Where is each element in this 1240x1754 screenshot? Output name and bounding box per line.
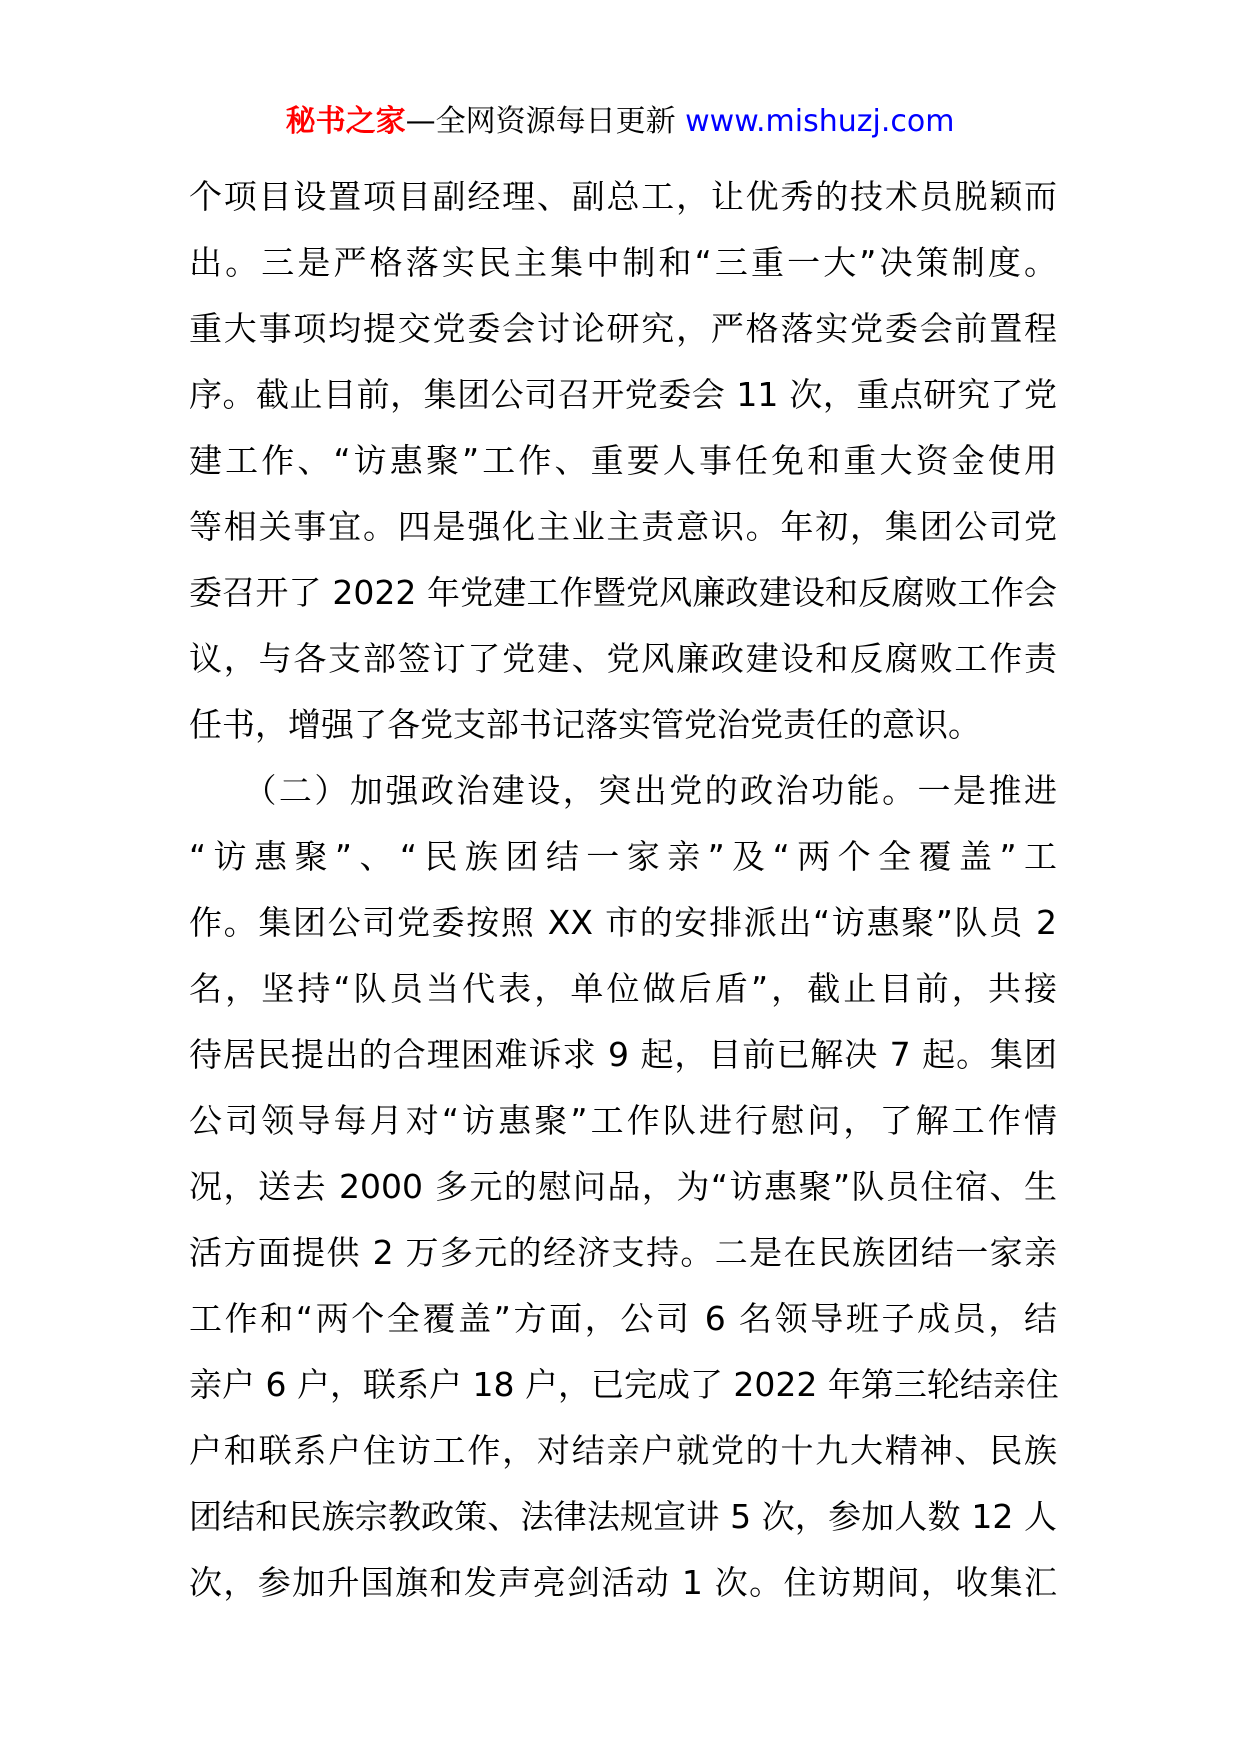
document-body	[189, 164, 1057, 1616]
paragraph-end-line: 任书，增强了各党支部书记落实管党治党责任的意识。	[189, 705, 981, 744]
text-line: 议，与各支部签订了党建、党风廉政建设和反腐败工作责	[189, 639, 1057, 678]
text-line: 工作和“两个全覆盖”方面，公司 6 名领导班子成员，结	[189, 1299, 1057, 1338]
text-line: 重大事项均提交党委会讨论研究，严格落实党委会前置程	[189, 309, 1057, 348]
text-line: 出。三是严格落实民主集中制和“三重一大”决策制度。	[189, 243, 1057, 282]
paragraph-start-line: （二）加强政治建设，突出党的政治功能。一是推进	[189, 771, 1057, 810]
text-line: 建工作、“访惠聚”工作、重要人事任免和重大资金使用	[189, 441, 1057, 480]
text-line: 亲户 6 户，联系户 18 户，已完成了 2022 年第三轮结亲住	[189, 1365, 1059, 1404]
text-line: 次，参加升国旗和发声亮剑活动 1 次。住访期间，收集汇	[189, 1563, 1057, 1602]
text-line: 委召开了 2022 年党建工作暨党风廉政建设和反腐败工作会	[189, 573, 1057, 612]
text-line: 团结和民族宗教政策、法律法规宣讲 5 次，参加人数 12 人	[189, 1497, 1057, 1536]
text-line: 序。截止目前，集团公司召开党委会 11 次，重点研究了党	[189, 375, 1057, 414]
text-line: 户和联系户住访工作，对结亲户就党的十九大精神、民族	[189, 1431, 1057, 1470]
site-url-link[interactable]: www.mishuzj.com	[685, 104, 955, 139]
text-line: “访惠聚”、“民族团结一家亲”及“两个全覆盖”工	[189, 837, 1057, 876]
text-line: 公司领导每月对“访惠聚”工作队进行慰问，了解工作情	[189, 1101, 1057, 1140]
brand-name: 秘书之家	[285, 104, 406, 139]
text-line: 待居民提出的合理困难诉求 9 起，目前已解决 7 起。集团	[189, 1035, 1057, 1074]
text-line: 活方面提供 2 万多元的经济支持。二是在民族团结一家亲	[189, 1233, 1057, 1272]
text-line: 作。集团公司党委按照 XX 市的安排派出“访惠聚”队员 2	[189, 903, 1057, 942]
text-line: 等相关事宜。四是强化主业主责意识。年初，集团公司党	[189, 507, 1057, 546]
page-header	[0, 100, 1240, 144]
text-line: 况，送去 2000 多元的慰问品，为“访惠聚”队员住宿、生	[189, 1167, 1057, 1206]
text-line: 名，坚持“队员当代表，单位做后盾”，截止目前，共接	[189, 969, 1057, 1008]
header-tagline: —全网资源每日更新	[405, 104, 676, 139]
text-line: 个项目设置项目副经理、副总工，让优秀的技术员脱颖而	[189, 177, 1057, 216]
